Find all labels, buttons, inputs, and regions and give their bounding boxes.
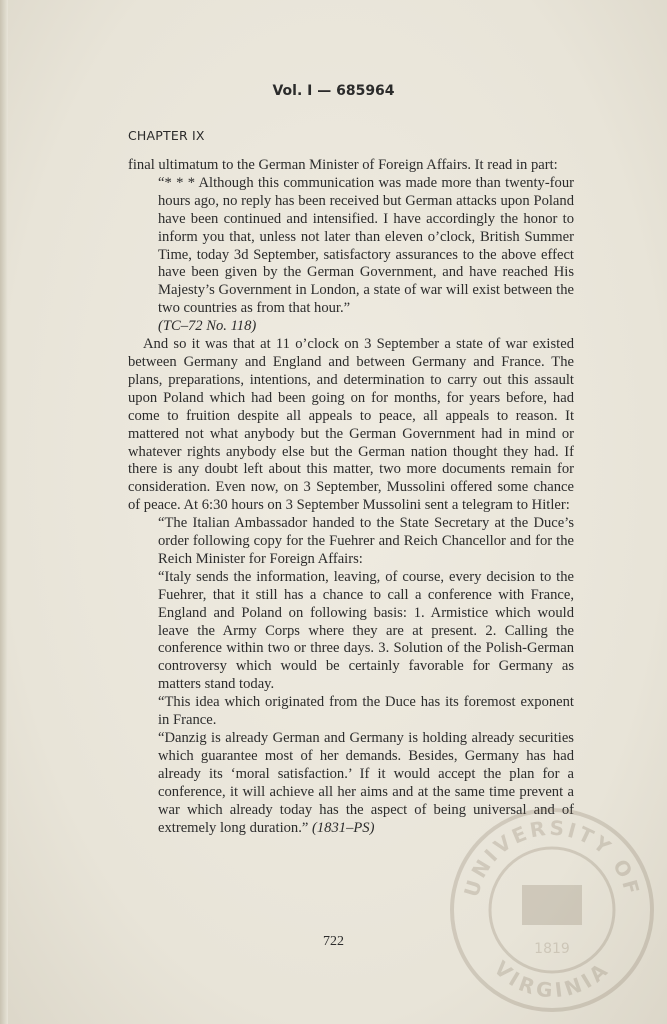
block-quote-ultimatum [158,175,574,336]
page-number: 722 [323,934,344,949]
quote-text: “* * * Although this communication was made more than twenty-four hours ago, no reply has been received but German attacks upon Poland have been continued and intensified. I have accordingly the honor to inform you that, unless not later than eleven o’clock, British Summer Time, today 3d September, satisfactory assurances to the above effect have been given by the German Government, and have reached His Majesty’s Government in London, a state of war will exist between the two countries as from that hour.” [158,174,574,317]
svg-text:1819: 1819 [534,941,570,957]
chapter-heading: CHAPTER IX [128,128,205,143]
block-quote-italy-proposal: “Italy sends the information, leaving, of course, every decision to the Fuehrer, that it still has a chance to call a conference with France, England and Poland on following basis: 1. Armistice which would leave the Army Corps where they are at present. 2. Calling the conference within two or three days. 3. Solution of the Polish-German controversy which would be certainly favorable for Germany as matters stand today. [158,568,574,693]
svg-text:VIRGINIA: VIRGINIA [489,956,615,1003]
svg-text:UNIVERSITY OF: UNIVERSITY OF [459,815,645,900]
university-seal-watermark [447,805,657,1015]
paragraph-continuation: final ultimatum to the German Minister of Foreign Affairs. It read in part: [128,157,558,173]
block-quote-duce-idea: “This idea which originated from the Duce has its foremost exponent in France. [158,694,574,729]
running-header: Vol. I — 685964 [272,83,395,99]
paragraph-main: And so it was that at 11 o’clock on 3 September a state of war existed between Germany and England and between Germany and France. The plans, preparations, intentions, and determination to carry out this assault upon Poland which had been going on for months, for years before, had come to fruition despite all appeals to peace, all appeals to reason. It mattered not what anybody but the German Government had in mind or whatever rights anybody else but the German nation thought they had. If there is any doubt left about this matter, two more documents remain for consideration. Even now, on 3 September, Mussolini offered some chance of peace. At 6:30 hours on 3 September Mussolini sent a telegram to Hitler: [128,336,574,514]
citation: (TC–72 No. 118) [158,318,257,335]
citation: (1831–PS) [312,819,375,836]
quote-text: “Danzig is already German and Germany is holding already securities which guarantee most of her demands. Besides, Germany has had already its ‘moral satisfaction.’ If it would accept the plan for a conference, it will achieve all her aims and at the same time prevent a war which already today has the aspect of being universal and of extremely long duration.” [158,730,574,836]
block-quote-telegram-intro: “The Italian Ambassador handed to the State Secretary at the Duce’s order following copy for the Fuehrer and Reich Chancellor and for the Reich Minister for Foreign Affairs: [158,515,574,567]
page-spine-shadow [0,0,8,1024]
body-text [128,157,574,837]
